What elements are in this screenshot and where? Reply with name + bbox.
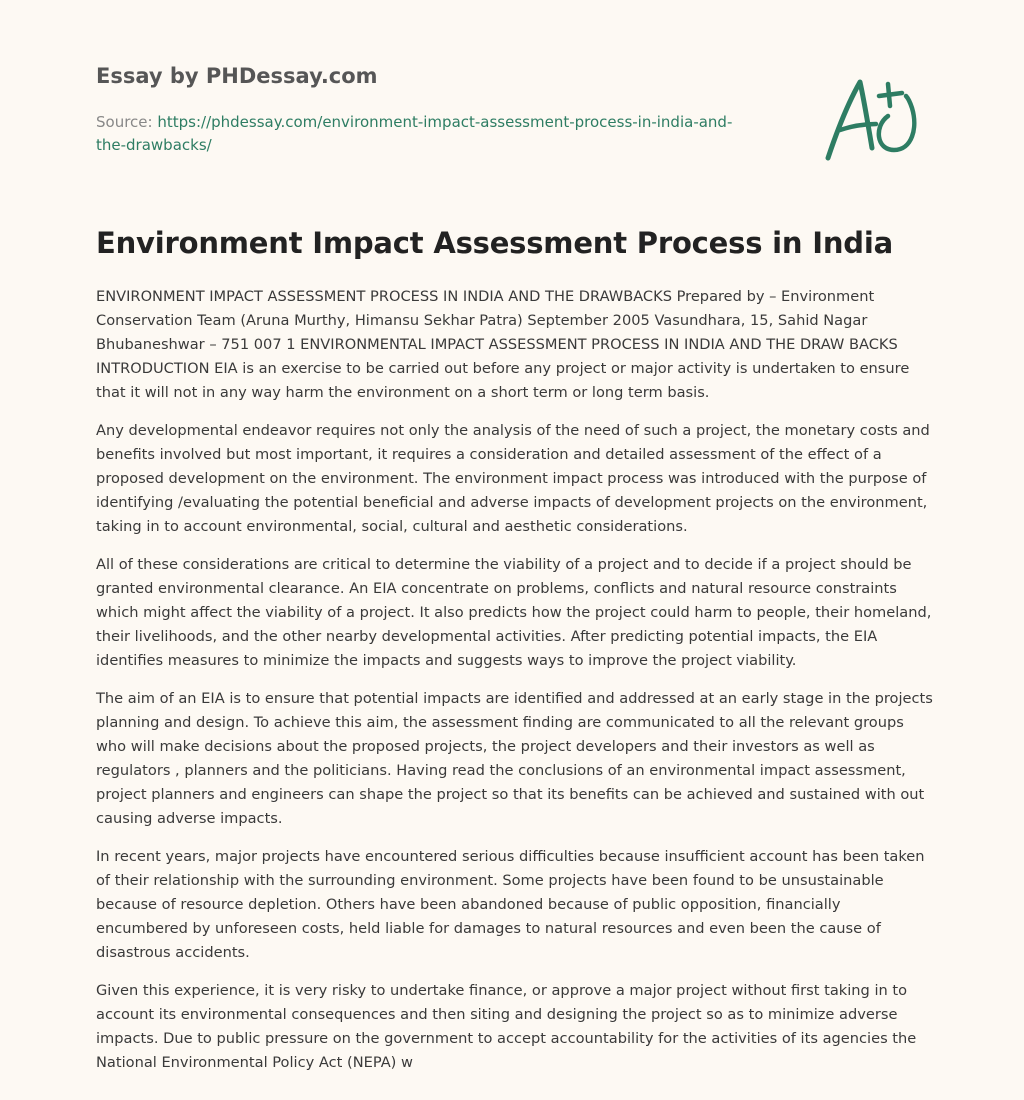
source-label: Source: xyxy=(96,113,153,131)
paragraph: Given this experience, it is very risky to undertake finance, or approve a major project without first taking in to account its environmental consequences and then siting and designing the project so as to minimize adverse impacts. Due to public pressure on the government to accept accountability for the activities of its agencies the National Environmental Policy Act (NEPA) w xyxy=(96,982,917,1071)
site-brand: Essay by PHDessay.com xyxy=(96,64,378,88)
source-line xyxy=(96,111,756,157)
article-body xyxy=(96,285,934,1089)
paragraph: ENVIRONMENT IMPACT ASSESSMENT PROCESS IN INDIA AND THE DRAWBACKS Prepared by – Environment Conservation Team (Aruna Murthy, Himansu Sekhar Patra) September 2005 Vasundhara, 15, Sahid Nagar Bhubaneshwar – 751 007 1 ENVIRONMENTAL IMPACT ASSESSMENT PROCESS IN INDIA AND THE DRAW BACKS INTRODUCTION EIA is an exercise to be carried out before any project or major activity is undertaken to ensure that it will not in any way harm the environment on a short term or long term basis. xyxy=(96,288,910,401)
a-plus-grade-icon xyxy=(818,68,930,168)
paragraph: The aim of an EIA is to ensure that potential impacts are identified and addressed at an early stage in the projects planning and design. To achieve this aim, the assessment finding are communicated to all the relevant groups who will make decisions about the proposed projects, the project developers and their investors as well as regulators , planners and the politicians. Having read the conclusions of an environmental impact assessment, project planners and engineers can shape the project so that its benefits can be achieved and sustained with out causing adverse impacts. xyxy=(96,690,933,827)
paragraph: All of these considerations are critical to determine the viability of a project and to decide if a project should be granted environmental clearance. An EIA concentrate on problems, conflicts and natural resource constraints which might affect the viability of a project. It also predicts how the project could harm to people, their homeland, their livelihoods, and the other nearby developmental activities. After predicting potential impacts, the EIA identifies measures to minimize the impacts and suggests ways to improve the project viability. xyxy=(96,556,932,669)
paragraph: Any developmental endeavor requires not only the analysis of the need of such a project, the monetary costs and benefits involved but most important, it requires a consideration and detailed assessment of the effect of a proposed development on the environment. The environment impact process was introduced with the purpose of identifying /evaluating the potential beneficial and adverse impacts of development projects on the environment, taking in to account environmental, social, cultural and aesthetic considerations. xyxy=(96,422,930,535)
source-link[interactable]: https://phdessay.com/environment-impact-assessment-process-in-india-and-the-drawbacks/ xyxy=(96,113,733,154)
article-title: Environment Impact Assessment Process in India xyxy=(96,226,893,260)
paragraph: In recent years, major projects have encountered serious difficulties because insufficient account has been taken of their relationship with the surrounding environment. Some projects have been found to be unsustainable because of resource depletion. Others have been abandoned because of public opposition, financially encumbered by unforeseen costs, held liable for damages to natural resources and even been the cause of disastrous accidents. xyxy=(96,848,925,961)
